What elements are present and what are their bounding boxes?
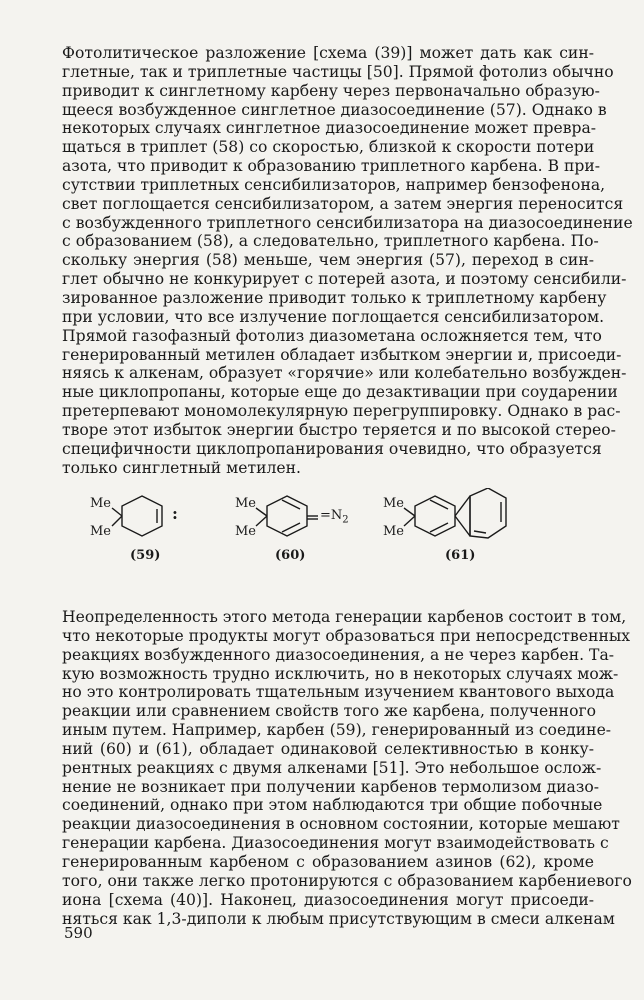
text-line: няться как 1,3-диполи к любым присутствующим в смеси алкенам: [62, 909, 615, 928]
text-line: азота, что приводит к образованию триплетного карбена. В при-: [62, 157, 601, 176]
text-line: свет поглощается сенсибилизатором, а затем энергия переносится: [62, 194, 624, 213]
text-line: няясь к алкенам, образует «горячие» или колебательно возбужден-: [62, 364, 627, 383]
structure-61-me-bottom: Me: [383, 524, 405, 539]
text-line: некоторых случаях синглетное диазосоединение может превра-: [62, 119, 597, 138]
text-line: скольку энергия (58) меньше, чем энергия (57), переход в син-: [62, 251, 594, 270]
text-line: что некоторые продукты могут образоваться при непосредственных: [62, 626, 631, 645]
text-line: при условии, что все излучение поглощается сенсибилизатором.: [62, 307, 605, 326]
text-line: с образованием (58), а следовательно, триплетного карбена. По-: [62, 232, 599, 251]
text-line: иона [схема (40)]. Наконец, диазосоединения могут присоеди-: [62, 890, 594, 909]
text-line: зированное разложение приводит только к триплетному карбену: [62, 288, 607, 307]
structure-61-label: (61): [445, 548, 476, 563]
text-line: сутствии триплетных сенсибилизаторов, например бензофенона,: [62, 175, 606, 194]
text-line: творе этот избыток энергии быстро теряется и по высокой стерео-: [62, 420, 616, 439]
text-line: с возбужденного триплетного сенсибилизатора на диазосоединение: [62, 213, 633, 232]
structure-60-label: (60): [275, 548, 306, 563]
structure-59-ring: [112, 496, 162, 536]
text-line: ний (60) и (61), обладает одинаковой селективностью в конку-: [62, 739, 594, 758]
text-line: реакции диазосоединения в основном состоянии, которые мешают: [62, 815, 620, 834]
text-line: того, они также легко протонируются с образованием карбениевого: [62, 871, 632, 890]
text-line: нение не возникает при получении карбенов термолизом диазо-: [62, 777, 599, 796]
text-line: генерированный метилен обладает избытком энергии и, присоеди-: [62, 345, 622, 364]
text-line: Неопределенность этого метода генерации карбенов состоит в том,: [62, 608, 627, 626]
text-line: реакции или сравнением свойств того же карбена, полученного: [62, 702, 597, 721]
structures-drawing: [90, 488, 550, 578]
text-line: специфичности циклопропанирования очевидно, что образуется: [62, 439, 602, 458]
structure-59-me-top: Me: [90, 496, 112, 511]
structure-61-me-top: Me: [383, 496, 405, 511]
structure-60-me-top: Me: [235, 496, 257, 511]
text-line: глетные, так и триплетные частицы [50]. Прямой фотолиз обычно: [62, 62, 614, 81]
structure-61-rings: [404, 488, 506, 538]
text-line: реакциях возбужденного диазосоединения, а не через карбен. Та-: [62, 645, 615, 664]
structure-60-me-bottom: Me: [235, 524, 257, 539]
structure-60-diazo-text: =N: [320, 508, 343, 523]
text-line: соединений, однако при этом наблюдаются три общие побочные: [62, 796, 603, 815]
chemical-structures: [90, 488, 550, 578]
text-line: претерпевают мономолекулярную перегруппировку. Однако в рас-: [62, 402, 621, 421]
text-line: но это контролировать тщательным изучением квантового выхода: [62, 683, 615, 702]
paragraph-uncertainty: [62, 608, 632, 928]
page-number: 590: [64, 924, 93, 942]
text-line: глет обычно не конкурирует с потерей азота, и поэтому сенсибили-: [62, 270, 627, 289]
text-line: генерированным карбеном с образованием азинов (62), кроме: [62, 852, 594, 871]
structure-59-carbene-dots: :: [172, 504, 178, 523]
text-line: рентных реакциях с двумя алкенами [51]. Это небольшое ослож-: [62, 758, 602, 777]
structure-60-ring: [256, 496, 318, 536]
text-line: Фотолитическое разложение [схема (39)] может дать как син-: [62, 44, 594, 62]
paragraph-photolysis: [62, 44, 633, 477]
structure-60-diazo-sub: 2: [342, 514, 349, 526]
text-line: генерации карбена. Диазосоединения могут взаимодействовать с: [62, 834, 609, 853]
text-line: ные циклопропаны, которые еще до дезактивации при соударении: [62, 383, 618, 402]
structure-59-me-bottom: Me: [90, 524, 112, 539]
text-line: щаться в триплет (58) со скоростью, близкой к скорости потери: [62, 138, 595, 157]
text-line: щееся возбужденное синглетное диазосоединение (57). Однако в: [62, 100, 607, 119]
text-line: иным путем. Например, карбен (59), генерированный из соедине-: [62, 721, 612, 740]
text-line: приводит к синглетному карбену через первоначально образую-: [62, 81, 600, 100]
text-line: кую возможность трудно исключить, но в некоторых случаях мож-: [62, 664, 619, 683]
structure-60-diazo: [320, 508, 349, 526]
structure-59-label: (59): [130, 548, 161, 563]
text-line: только синглетный метилен.: [62, 458, 301, 477]
text-line: Прямой газофазный фотолиз диазометана осложняется тем, что: [62, 326, 602, 345]
